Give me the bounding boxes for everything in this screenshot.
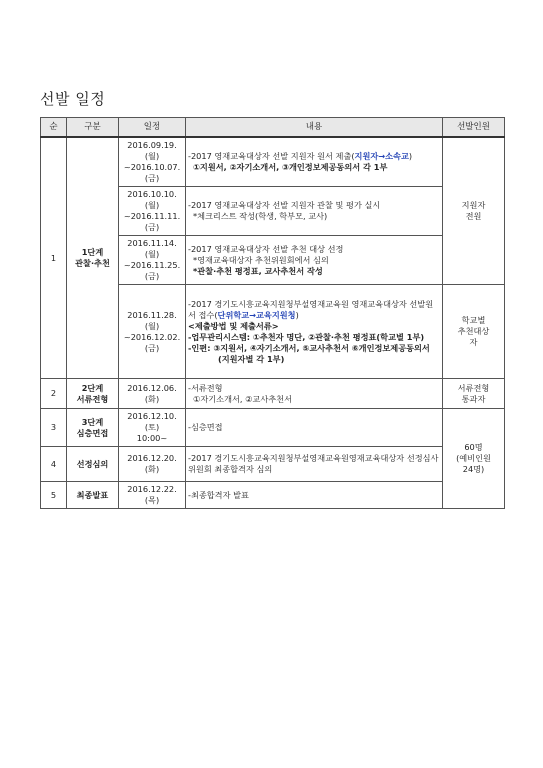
row-schedule: 2016.10.10.(월) ~2016.11.11.(금): [119, 187, 186, 236]
row-schedule: 2016.11.28.(월) ~2016.12.02.(금): [119, 285, 186, 379]
row-schedule: 2016.12.22.(목): [119, 482, 186, 509]
header-content: 내용: [186, 118, 443, 138]
row-content: -2017 영재교육대상자 선발 추천 대상 선정 *영재교육대상자 추천위원회에서 심의 *관찰·추천 평정표, 교사추천서 작성: [186, 236, 443, 285]
table-row: [41, 447, 505, 482]
row-content: -2017 경기도시흥교육지원청부설영재교육원 영재교육대상자 선발원서 접수(단위학교→교육지원청) <제출방법 및 제출서류> -업무관리시스템: ①추천자 명단, ②관찰·추천 평정표(학교별 1부) -인편: ③지원서, ④자기소개서, ⑤교사추천서 ⑥개인정보제공동의서 (지원자별 각 1부): [186, 285, 443, 379]
row-num: 3: [41, 409, 67, 447]
row-content: -심층면접: [186, 409, 443, 447]
row-content: -최종합격자 발표: [186, 482, 443, 509]
row-num: 5: [41, 482, 67, 509]
row-selection: 지원자 전원: [443, 137, 505, 285]
row-category: 2단계 서류전형: [67, 379, 119, 409]
row-selection: 60명 (예비인원 24명): [443, 409, 505, 509]
table-header-row: [41, 118, 505, 138]
selection-schedule-table: [40, 117, 505, 509]
row-category: 최종발표: [67, 482, 119, 509]
row-category: 1단계 관찰·추천: [67, 137, 119, 379]
row-content: -2017 영재교육대상자 선발 지원자 원서 제출(지원자→소속교) ①지원서, ②자기소개서, ③개인정보제공동의서 각 1부: [186, 137, 443, 187]
row-content: -2017 경기도시흥교육지원청부설영재교육원영재교육대상자 선정심사위원회 최종합격자 심의: [186, 447, 443, 482]
row-schedule: 2016.12.20.(화): [119, 447, 186, 482]
table-row: [41, 482, 505, 509]
row-category: 선정심의: [67, 447, 119, 482]
header-category: 구분: [67, 118, 119, 138]
table-row: [41, 137, 505, 187]
row-selection: 학교별 추천대상 자: [443, 285, 505, 379]
row-selection: 서류전형 통과자: [443, 379, 505, 409]
header-selection: 선발인원: [443, 118, 505, 138]
row-content: -2017 영재교육대상자 선발 지원자 관찰 및 평가 실시 *체크리스트 작성(학생, 학부모, 교사): [186, 187, 443, 236]
row-category: 3단계 심층면접: [67, 409, 119, 447]
row-schedule: 2016.11.14.(월) ~2016.11.25.(금): [119, 236, 186, 285]
table-row: [41, 379, 505, 409]
row-schedule: 2016.09.19.(월) ~2016.10.07.(금): [119, 137, 186, 187]
header-num: 순: [41, 118, 67, 138]
table-row: [41, 409, 505, 447]
page-title: 선발 일정: [40, 90, 106, 108]
row-num: 2: [41, 379, 67, 409]
row-num: 4: [41, 447, 67, 482]
header-schedule: 일정: [119, 118, 186, 138]
row-schedule: 2016.12.06.(화): [119, 379, 186, 409]
row-num: 1: [41, 137, 67, 379]
row-schedule: 2016.12.10.(토) 10:00~: [119, 409, 186, 447]
row-content: -서류전형 ①자기소개서, ②교사추천서: [186, 379, 443, 409]
